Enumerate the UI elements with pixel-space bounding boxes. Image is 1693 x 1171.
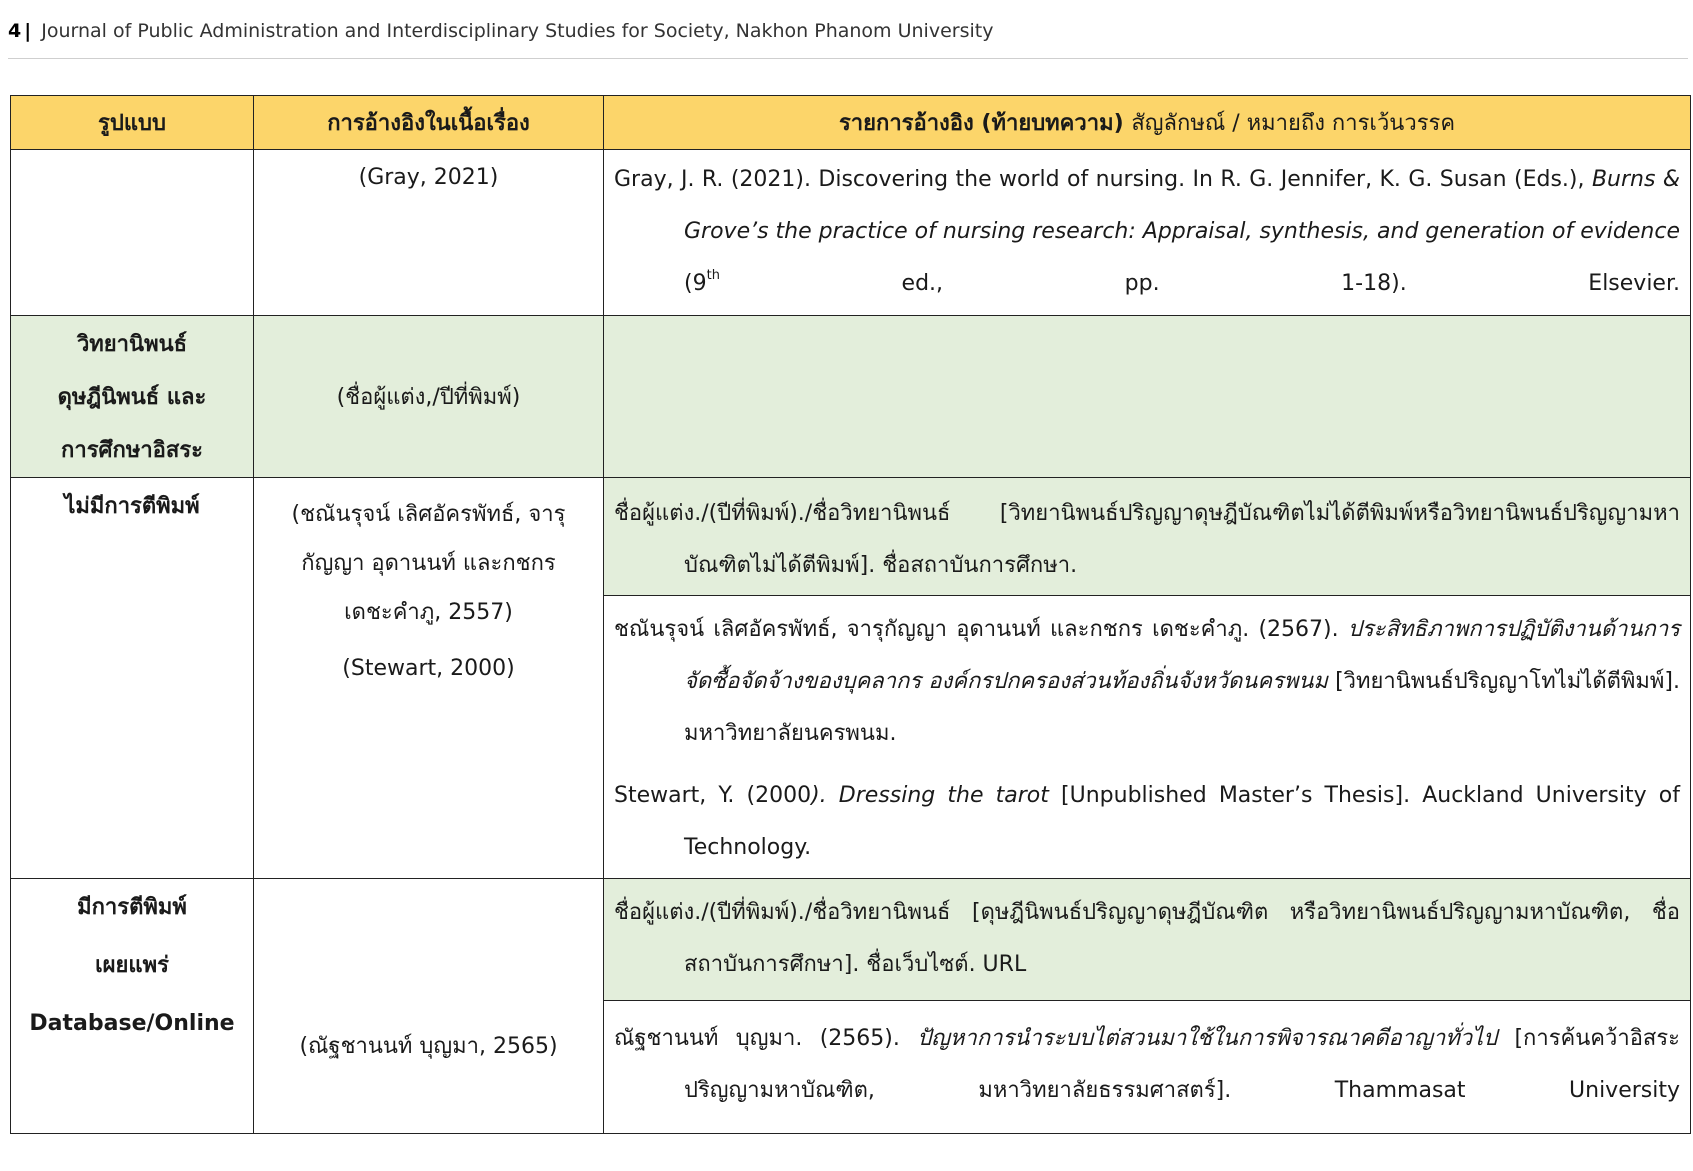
format-category-unpublished: ไม่มีการตีพิมพ์ bbox=[11, 478, 254, 879]
reference-cell bbox=[604, 879, 1691, 1134]
col-header-format: รูปแบบ bbox=[11, 96, 254, 150]
col-header-reference-bold: รายการอ้างอิง (ท้ายบทความ) bbox=[838, 111, 1124, 136]
reference-italic-title: ปัญหาการนำระบบไต่สวนมาใช้ในการพิจารณาคดีอาญาทั่วไป bbox=[917, 1026, 1498, 1051]
reference-cell-empty bbox=[604, 316, 1691, 478]
reference-entry: Stewart, Y. (2000). Dressing the tarot [Unpublished Master’s Thesis]. Auckland University of Technology. bbox=[614, 783, 1680, 860]
reference-italic-title: ประสิทธิภาพการปฏิบัติงานด้านการจัดซื้อจัดจ้างของบุคลากร องค์กรปกครองส่วนท้องถิ่นจังหวัดนครพนม bbox=[684, 617, 1680, 694]
header-rule bbox=[8, 58, 1688, 59]
reference-template: ชื่อผู้แต่ง./(ปีที่พิมพ์)./ชื่อวิทยานิพนธ์ [วิทยานิพนธ์ปริญญาดุษฎีบัณฑิตไม่ได้ตีพิมพ์หรือวิทยานิพนธ์ปริญญามหาบัณฑิตไม่ได้ตีพิมพ์]. ชื่อสถาบันการศึกษา. bbox=[604, 478, 1690, 596]
reference-entry: ชณันรุจน์ เลิศอัครพัทธ์, จารุกัญญา อุดานนท์ และกชกร เดชะคำภู. (2567). ประสิทธิภาพการปฏิบัติงานด้านการจัดซื้อจัดจ้างของบุคลากร องค์กรปกครองส่วนท้องถิ่นจังหวัดนครพนม [วิทยานิพนธ์ปริญญาโทไม่ได้ตีพิมพ์]. มหาวิทยาลัยนครพนม. bbox=[614, 617, 1680, 746]
running-header bbox=[8, 17, 1668, 45]
in-text-citation: (ชณันรุจน์ เลิศอัครพัทธ์, จารุกัญญา อุดานนท์ และกชกร เดชะคำภู, 2557) (Stewart, 2000) bbox=[254, 478, 604, 879]
reference-entry: ณัฐชานนท์ บุญมา. (2565). ปัญหาการนำระบบไต่สวนมาใช้ในการพิจารณาคดีอาญาทั่วไป [การค้นคว้าอิสระปริญญามหาบัณฑิต, มหาวิทยาลัยธรรมศาสตร์]. Thammasat University bbox=[614, 1026, 1680, 1103]
format-cell-empty bbox=[11, 150, 254, 316]
reference-format-table bbox=[10, 95, 1691, 1134]
in-text-citation: (ชื่อผู้แต่ง,/ปีที่พิมพ์) bbox=[254, 316, 604, 478]
col-header-reference bbox=[604, 96, 1691, 150]
format-category-thesis: วิทยานิพนธ์ ดุษฎีนิพนธ์ และ การศึกษาอิสระ bbox=[11, 316, 254, 478]
table-row bbox=[11, 150, 1691, 316]
table-row bbox=[11, 879, 1691, 1134]
superscript: th bbox=[706, 268, 720, 283]
table-header-row bbox=[11, 96, 1691, 150]
table-row bbox=[11, 316, 1691, 478]
header-separator: | bbox=[24, 20, 32, 42]
reference-italic-title: Burns & Grove’s the practice of nursing research: Appraisal, synthesis, and generation of evidence bbox=[684, 167, 1681, 244]
col-header-reference-note: สัญลักษณ์ / หมายถึง การเว้นวรรค bbox=[1131, 111, 1456, 136]
col-header-in-text: การอ้างอิงในเนื้อเรื่อง bbox=[254, 96, 604, 150]
in-text-citation: (Gray, 2021) bbox=[254, 150, 604, 316]
reference-template: ชื่อผู้แต่ง./(ปีที่พิมพ์)./ชื่อวิทยานิพนธ์ [ดุษฎีนิพนธ์ปริญญาดุษฎีบัณฑิต หรือวิทยานิพนธ์ปริญญามหาบัณฑิต, ชื่อสถาบันการศึกษา]. ชื่อเว็บไซต์. URL bbox=[604, 879, 1690, 1001]
reference-entry: Gray, J. R. (2021). Discovering the world of nursing. In R. G. Jennifer, K. G. Susan (Eds.), Burns & Grove’s the practice of nursing research: Appraisal, synthesis, and generation of evidence (9th ed., pp. 1-18). Elsevier. bbox=[604, 150, 1691, 316]
table-row bbox=[11, 478, 1691, 879]
journal-title: Journal of Public Administration and Interdisciplinary Studies for Society, Nakhon Phanom University bbox=[41, 20, 994, 42]
format-category-published: มีการตีพิมพ์ เผยแพร่ Database/Online bbox=[11, 879, 254, 1134]
page-number: 4 bbox=[8, 20, 22, 42]
reference-italic-title: ). Dressing the tarot bbox=[811, 783, 1049, 808]
reference-cell bbox=[604, 478, 1691, 879]
in-text-citation: (ณัฐชานนท์ บุญมา, 2565) bbox=[254, 879, 604, 1134]
